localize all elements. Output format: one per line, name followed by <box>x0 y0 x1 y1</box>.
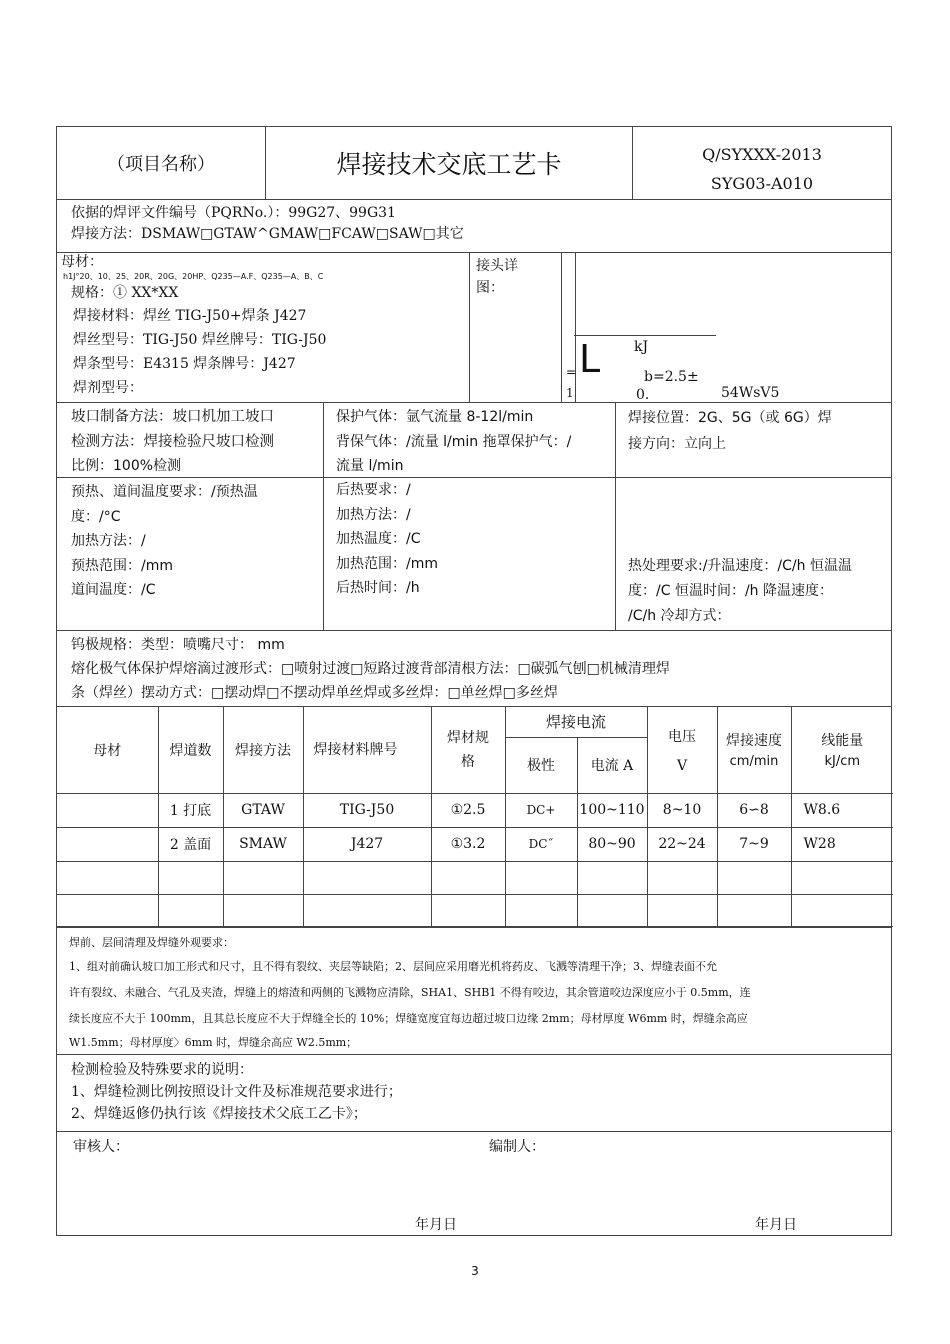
postheat-method: 加热方法：/ <box>336 506 411 523</box>
header-amps: 电流 A <box>577 737 647 793</box>
gas-info <box>323 403 615 477</box>
flux-type: 焊剂型号： <box>73 380 143 396</box>
page-number: 3 <box>471 1264 479 1278</box>
joint-line <box>574 335 716 336</box>
preheat-method: 加热方法：/ <box>71 533 146 549</box>
cell-amps: 100~110 <box>577 793 647 827</box>
inspection-line-1: 1、焊缝检测比例按照设计文件及标准规范要求进行； <box>71 1084 402 1100</box>
heat-section <box>56 478 892 631</box>
inspect-method: 检测方法：焊接检验尺坡口检测 <box>71 433 274 450</box>
joint-angle: 54WsV5 <box>721 385 780 401</box>
postheat-time: 后热时间：/h <box>336 580 420 596</box>
interpass-temp: 道间温度：/C <box>71 582 156 598</box>
postheat-req: 后热要求：/ <box>336 482 411 498</box>
project-name: （项目名称） <box>107 154 215 175</box>
preheat-req-1: 预热、道间温度要求：/预热温 <box>71 484 258 500</box>
pwht-info <box>615 478 891 630</box>
cell-polarity: DC+ <box>505 793 577 827</box>
back-gas: 背保气体：/流量 l/min 拖罩保护气：/ <box>336 433 572 450</box>
cell-speed: 7~9 <box>717 827 791 861</box>
review-date: 年月日 <box>415 1217 457 1233</box>
welding-methods: 焊接方法：DSMAW□GTAW^GMAW□FCAW□SAW□其它 <box>71 226 464 242</box>
weave-mode: 条（焊丝）摆动方式：□摆动焊□不摆动焊单丝焊或多丝焊：□单丝焊□多丝焊 <box>71 685 558 701</box>
inspection-title: 检测检验及特殊要求的说明： <box>71 1062 253 1078</box>
heat-label: 线能量 <box>821 733 864 750</box>
preheat-info <box>57 478 323 630</box>
cell-heat: W28 <box>791 827 893 861</box>
card-header <box>56 126 892 200</box>
reviewer-label: 审核人： <box>73 1139 129 1155</box>
table-row <box>57 861 893 894</box>
pwht-line-3: /C/h 冷却方式： <box>628 608 731 624</box>
pwht-line-2: 度：/C 恒温时间：/h 降温速度： <box>628 583 833 599</box>
cleaning-line-4: W1.5mm；母材厚度〉6mm 时，焊缝余高应 W2.5mm； <box>69 1036 358 1049</box>
inspection-line-2: 2、焊缝返修仍执行该《焊接技术父底工乙卡》； <box>71 1106 367 1122</box>
spec-text: 规格：① XX*XX <box>71 285 179 301</box>
joint-kj: kJ <box>634 339 649 355</box>
header-polarity: 极性 <box>505 737 577 793</box>
transfer-mode: 熔化极气体保护焊熔滴过渡形式：□喷射过渡□短路过渡背部清根方法：□碳弧气刨□机械清理焊 <box>71 661 670 677</box>
cleaning-line-3: 续长度应不大于 100mm，且其总长度应不大于焊缝全长的 10%；焊缝宽度宜每边超过坡口边缘 2mm；母材厚度 W6mm 时，焊缝余高应 <box>69 1012 748 1025</box>
base-material-label: 母材： <box>61 254 103 270</box>
joint-detail-label: 接头详图： <box>476 258 518 296</box>
shield-gas: 保护气体：氩气流量 8-12l/min <box>336 409 534 425</box>
cell-heat: W8.6 <box>791 793 893 827</box>
heat-unit: kJ/cm <box>824 754 861 770</box>
cell-volt: 22~24 <box>647 827 717 861</box>
cell-spec: ①2.5 <box>431 793 505 827</box>
cell-base <box>57 827 158 861</box>
joint-one: 1 <box>566 386 574 400</box>
header-heat <box>791 707 893 793</box>
cleaning-section <box>56 928 892 1055</box>
preheat-range: 预热范围：/mm <box>71 557 173 574</box>
compiler-label: 编制人： <box>489 1139 545 1155</box>
rod-type: 焊条型号：E4315 焊条牌号：J427 <box>73 356 296 372</box>
cleaning-line-2: 许有裂纹、未融合、气孔及夹渣，焊缝上的熔渣和两侧的飞溅物应清除，SHA1、SHB1 不得有咬边，其余管道咬边深度应小于 0.5mm，连 <box>69 986 751 999</box>
compile-date: 年月日 <box>755 1217 797 1233</box>
standard-code: Q/SYXXX-2013 <box>702 145 822 164</box>
speed-label: 焊接速度 <box>726 733 783 750</box>
postheat-temp: 加热温度：/C <box>336 531 421 547</box>
table-row <box>57 894 893 926</box>
speed-unit: cm/min <box>729 754 779 770</box>
preheat-req-2: 度：/°C <box>71 508 121 525</box>
voltage-label: 电压 <box>668 728 697 745</box>
joint-zero: 0. <box>636 387 650 403</box>
cell-amps: 80~90 <box>577 827 647 861</box>
groove-info <box>57 403 323 477</box>
basis-section <box>56 200 892 253</box>
weld-direction: 接方向：立向上 <box>628 436 726 452</box>
card-title: 焊接技术交底工艺卡 <box>265 127 632 199</box>
joint-gap: b=2.5± <box>644 369 699 385</box>
cell-method: GTAW <box>223 793 303 827</box>
cell-method: SMAW <box>223 827 303 861</box>
header-base: 母材 <box>57 707 158 793</box>
cell-spec: ①3.2 <box>431 827 505 861</box>
cell-base <box>57 793 158 827</box>
joint-eq: = <box>566 365 577 379</box>
pwht-line-1: 热处理要求:/升温速度：/C/h 恒温温 <box>628 558 852 574</box>
filler-material: 焊接材料：焊丝 TIG-J50+焊条 J427 <box>73 308 307 324</box>
parameters-section <box>56 707 892 928</box>
header-speed <box>717 707 791 793</box>
wire-type: 焊丝型号：TIG-J50 焊丝牌号：TIG-J50 <box>73 332 327 348</box>
cell-speed: 6∽8 <box>717 793 791 827</box>
header-method: 焊接方法 <box>223 707 303 793</box>
table-row <box>57 793 893 827</box>
card-code: SYG03-A010 <box>710 174 814 193</box>
tungsten-section <box>56 631 892 707</box>
materials-section <box>56 253 892 403</box>
process-card <box>56 126 892 1236</box>
joint-label-cell <box>469 253 561 402</box>
joint-mark-L: L <box>579 337 601 381</box>
postheat-info <box>323 478 615 630</box>
cell-polarity: DC˝ <box>505 827 577 861</box>
material-info <box>57 253 469 402</box>
weld-position: 焊接位置：2G、5G（或 6G）焊 <box>628 410 832 426</box>
voltage-unit: V <box>676 757 688 774</box>
header-passes: 焊道数 <box>158 707 223 793</box>
header-current: 焊接电流 <box>505 707 647 737</box>
base-material-list: h1J°20、10、25、20R、20G、20HP、Q235—A.F、Q235—A、B、C <box>63 272 324 281</box>
joint-divider <box>561 253 575 402</box>
cell-pass: 2 盖面 <box>158 827 223 861</box>
groove-method: 坡口制备方法：坡口机加工坡口 <box>71 409 274 425</box>
parameters-table <box>57 707 893 927</box>
header-spec: 焊材规格 <box>431 707 505 793</box>
cleaning-line-1: 1、组对前确认坡口加工形式和尺寸，且不得有裂纹、夹层等缺陷；2、层间应采用磨光机将药皮、飞溅等清理干净；3、焊缝表面不允 <box>69 960 717 973</box>
position-info <box>615 403 891 477</box>
header-voltage <box>647 707 717 793</box>
pqr-number: 依据的焊评文件编号（PQRNo.）：99G27、99G31 <box>71 205 396 221</box>
postheat-range: 加热范围：/mm <box>336 555 438 572</box>
inspect-ratio: 比例：100%检测 <box>71 458 182 474</box>
table-row <box>57 827 893 861</box>
gas-flow: 流量 l/min <box>336 458 404 474</box>
document-code <box>632 127 891 199</box>
cell-volt: 8~10 <box>647 793 717 827</box>
cell-brand: J427 <box>303 827 431 861</box>
signature-section <box>56 1132 892 1236</box>
cell-pass: 1 打底 <box>158 793 223 827</box>
inspection-section <box>56 1055 892 1132</box>
tungsten-spec: 钨极规格：类型：喷嘴尺寸： mm <box>71 637 285 653</box>
prep-section <box>56 403 892 478</box>
cleaning-title: 焊前、层间清理及焊缝外观要求： <box>69 936 234 949</box>
header-brand: 焊接材料牌号 <box>303 707 431 793</box>
joint-drawing <box>566 253 891 403</box>
cell-brand: TIG-J50 <box>303 793 431 827</box>
